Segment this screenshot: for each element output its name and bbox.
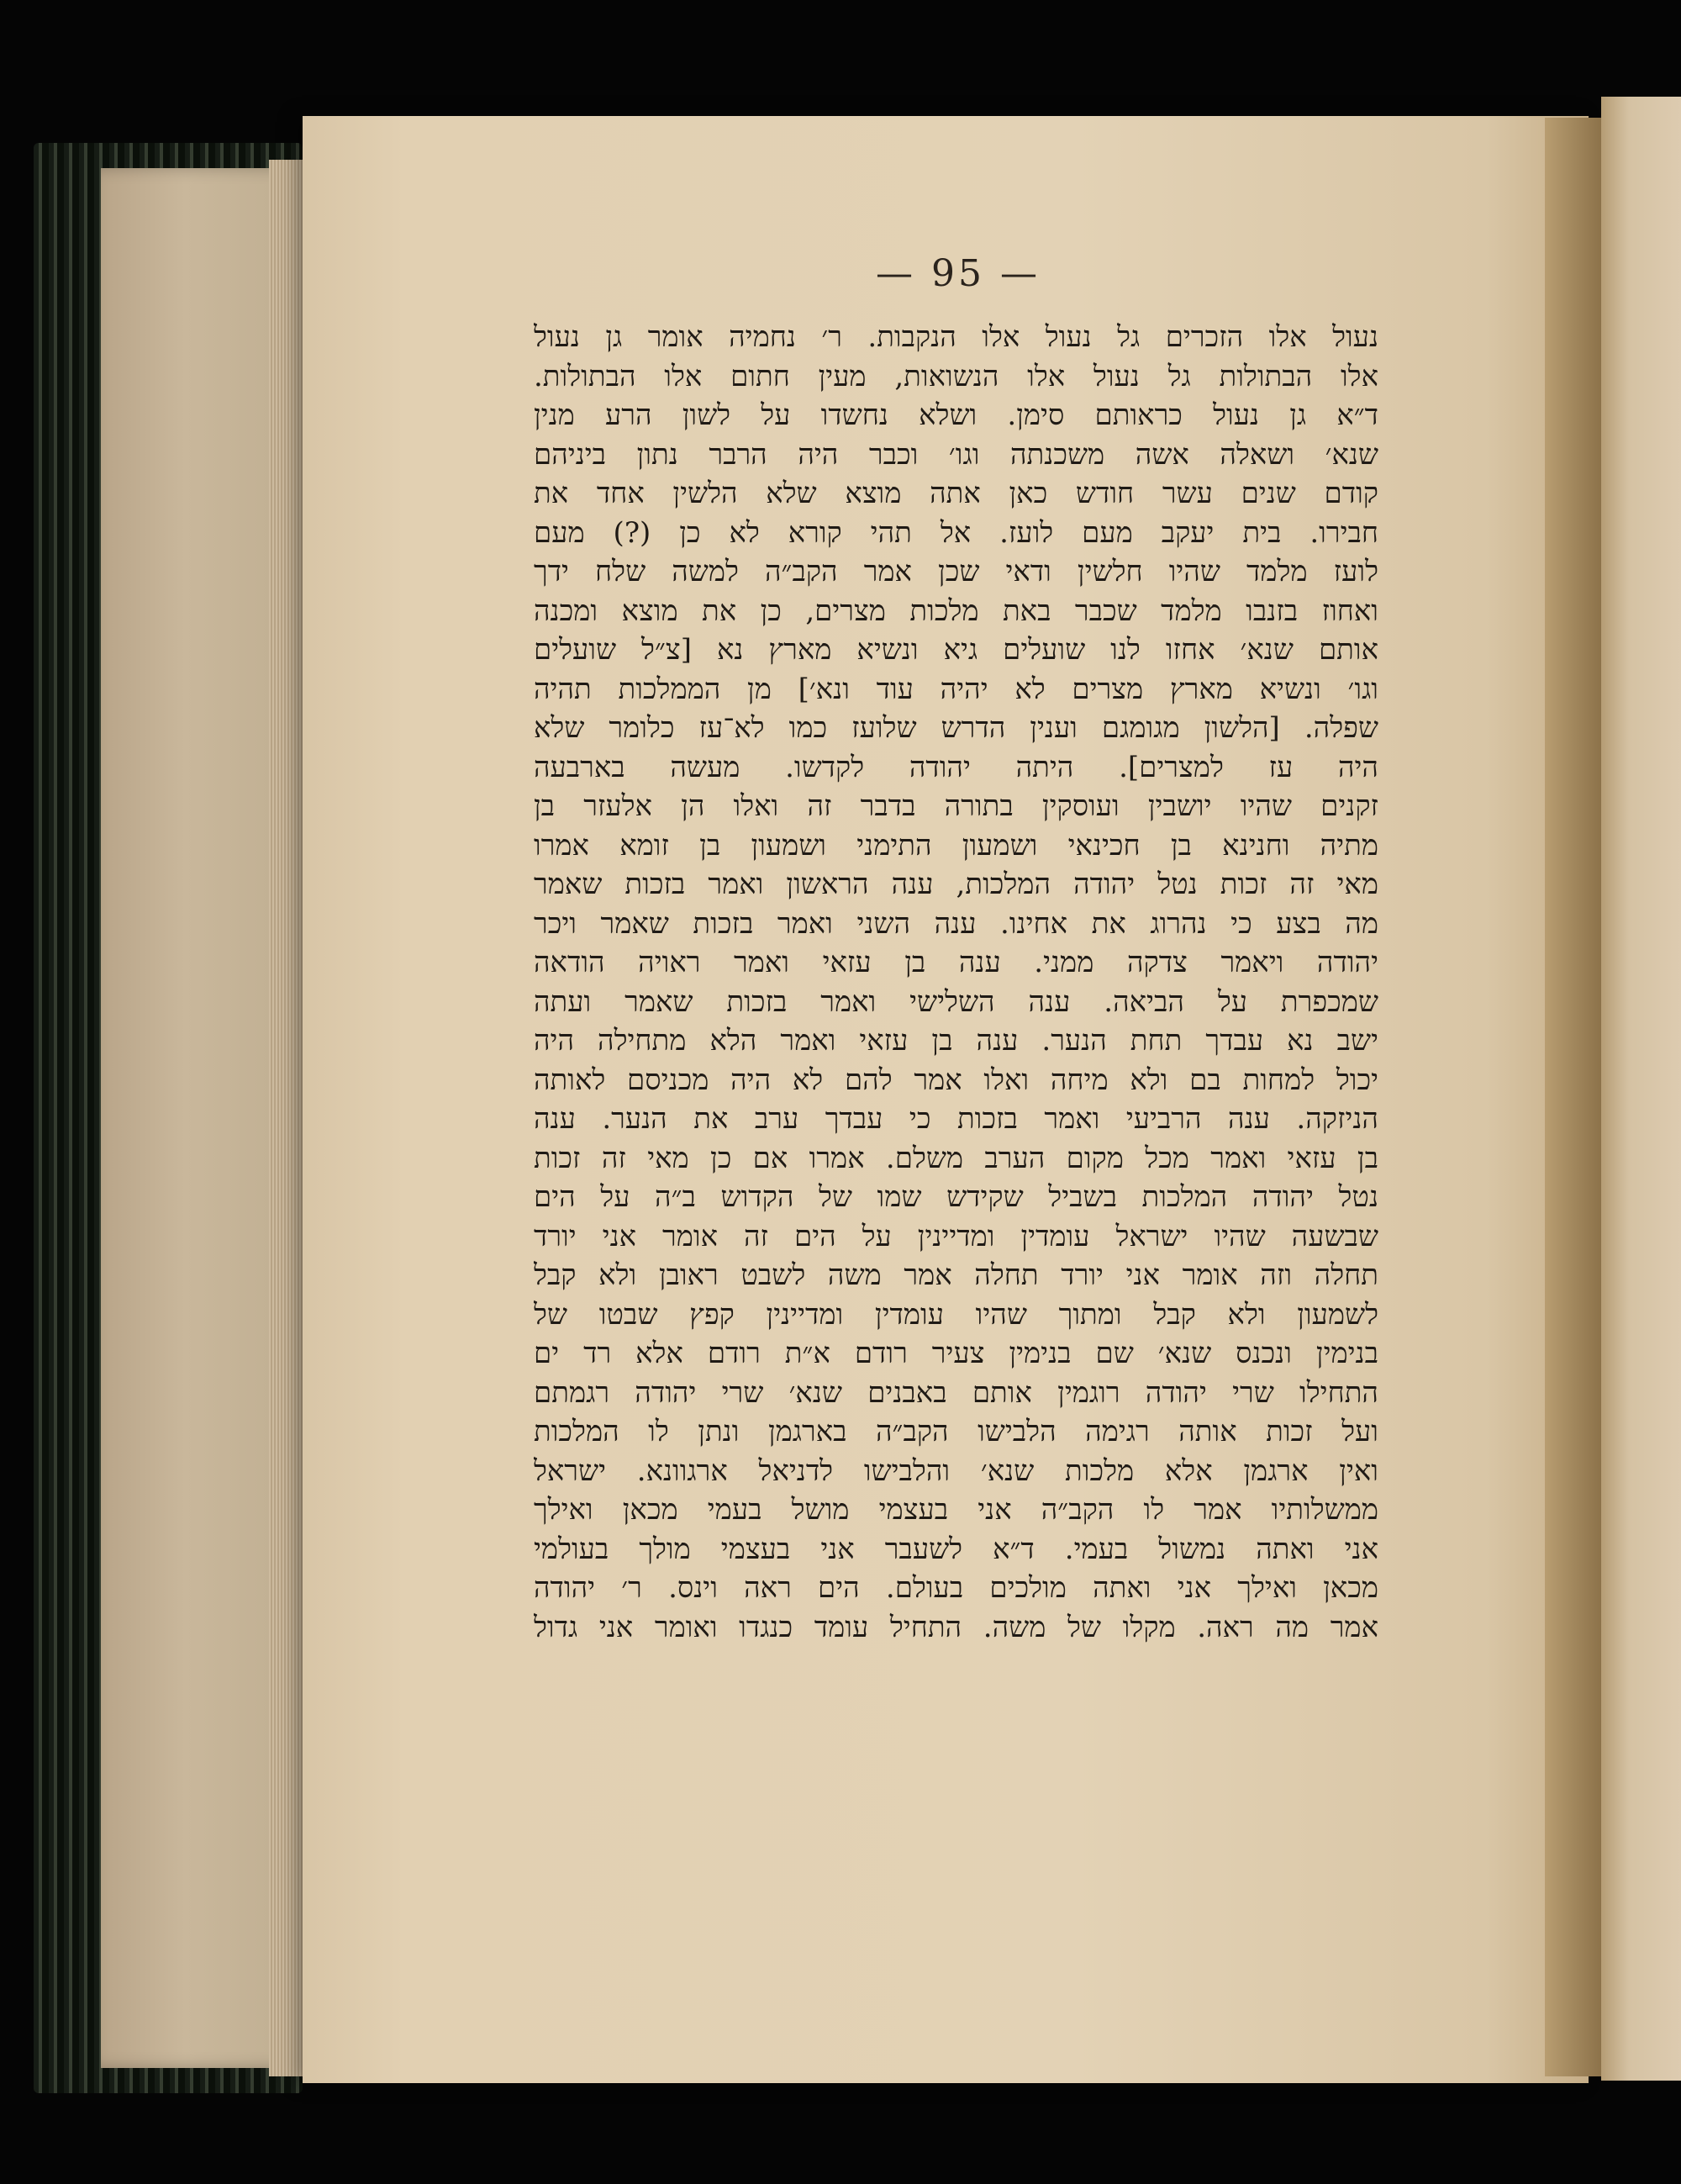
text-line: וגו׳ ונשיא מארץ מצרים לא יהיה עוד ונא׳] מן הממלכות תהיה bbox=[534, 672, 1378, 706]
page-number: — 95 — bbox=[876, 252, 1041, 295]
text-line: קודם שנים עשר חודש כאן אתה מוצא שלא הלשין אחד את bbox=[534, 477, 1378, 510]
text-line: לועז מלמד שהיו חלשין ודאי שכן אמר הקב״ה למשה שלח ידך bbox=[534, 555, 1378, 588]
text-line: ואחוז בזנבו מלמד שכבר באת מלכות מצרים, כן את מוצא ומכנה bbox=[534, 593, 1378, 628]
text-line: לשמעון ולא קבל ומתוך שהיו עומדין ומדיינין קפץ שבטו של bbox=[534, 1297, 1378, 1332]
text-line: נעול אלו הזכרים גל נעול אלו הנקבות. ר׳ נחמיה אומר גן נעול bbox=[534, 320, 1378, 354]
text-line: אמר מה ראה. מקלו של משה. התחיל עומד כנגדו ואומר אני גדול bbox=[534, 1610, 1378, 1644]
text-line: שפלה. [הלשון מגומגם וענין הדרש שלועז כמו לא־עז כלומר שלא bbox=[534, 711, 1378, 745]
text-line: מה בצע כי נהרוג את אחינו. ענה השני ואמר בזכות שאמר ויכר bbox=[534, 906, 1378, 941]
text-line: מתיה וחנינא בן חכינאי ושמעון התימני ושמעון בן זומא אמרו bbox=[534, 828, 1378, 863]
text-line: היה עז למצרים]. היתה יהודה לקדשו. מעשה בארבעה bbox=[534, 750, 1378, 784]
text-line: הניזקה. ענה הרביעי ואמר בזכות כי עבדך ערב את הנער. ענה bbox=[534, 1102, 1378, 1136]
page-gutter bbox=[1545, 118, 1604, 2076]
text-line: אני ואתה נמשול בעמי. ד״א לשעבר אני בעצמי מולך בעולמי bbox=[534, 1532, 1378, 1566]
text-line: ישב נא עבדך תחת הנער. ענה בן עזאי ואמר הלא מתחילה היה bbox=[534, 1024, 1378, 1058]
text-line: התחילו שרי יהודה רוגמין אותם באבנים שנא׳ שרי יהודה רגמתם bbox=[534, 1375, 1378, 1410]
text-line: ד״א גן נעול כראותם סימן. ושלא נחשדו על לשון הרע מנין bbox=[534, 398, 1378, 432]
page-text bbox=[534, 318, 1378, 1647]
text-line: נטל יהודה המלכות בשביל שקידש שמו של הקדוש ב״ה על הים bbox=[534, 1180, 1378, 1214]
text-line: ואין ארגמן אלא מלכות שנא׳ והלבישו לדניאל ארגוונא. ישראל bbox=[534, 1453, 1378, 1488]
next-page-sliver bbox=[1601, 97, 1681, 2081]
text-line: בן עזאי ואמר מכל מקום הערב משלם. אמרו אם כן מאי זה זכות bbox=[534, 1141, 1378, 1175]
text-line: חבירו. בית יעקב מעם לועז. אל תהי קורא לא כן (?) מעם bbox=[534, 515, 1378, 550]
text-line: מכאן ואילך אני ואתה מולכים בעולם. הים ראה וינס. ר׳ יהודה bbox=[534, 1571, 1378, 1605]
text-line: שבשעה שהיו ישראל עומדין ומדיינין על הים זה אומר אני יורד bbox=[534, 1219, 1378, 1253]
text-line: זקנים שהיו יושבין ועוסקין בתורה בדבר זה ואלו הן אלעזר בן bbox=[534, 789, 1378, 823]
text-line: שמכפרת על הביאה. ענה השלישי ואמר בזכות שאמר ועתה bbox=[534, 984, 1378, 1019]
text-line: שנא׳ ושאלה אשה משכנתה וגו׳ וכבר היה הרבר נתון ביניהם bbox=[534, 437, 1378, 472]
text-line: תחלה וזה אומר אני יורד תחלה אמר משה לשבט ראובן ולא קבל bbox=[534, 1258, 1378, 1292]
text-line: יכול למחות בם ולא מיחה ואלו אמר להם לא היה מכניסם לאותה bbox=[534, 1063, 1378, 1097]
text-line: ועל זכות אותה רגימה הלבישו הקב״ה בארגמן ונתן לו המלכות bbox=[534, 1415, 1378, 1448]
text-line: אותם שנא׳ אחזו לנו שועלים גיא ונשיא מארץ נא [צ״ל שועלים bbox=[534, 633, 1378, 667]
text-line: יהודה ויאמר צדקה ממני. ענה בן עזאי ואמר ראויה הודאה bbox=[534, 946, 1378, 979]
text-line: ממשלותיו אמר לו הקב״ה אני בעצמי מושל בעמי מכאן ואילך bbox=[534, 1493, 1378, 1527]
text-line: בנימין ונכנס שנא׳ שם בנימין צעיר רודם א״ת רודם אלא רד ים bbox=[534, 1337, 1378, 1370]
text-line: מאי זה זכות נטל יהודה המלכות, ענה הראשון ואמר בזכות שאמר bbox=[534, 868, 1378, 901]
text-line: אלו הבתולות גל נעול אלו הנשואות, מעין חתום אלו הבתולות. bbox=[534, 359, 1378, 393]
